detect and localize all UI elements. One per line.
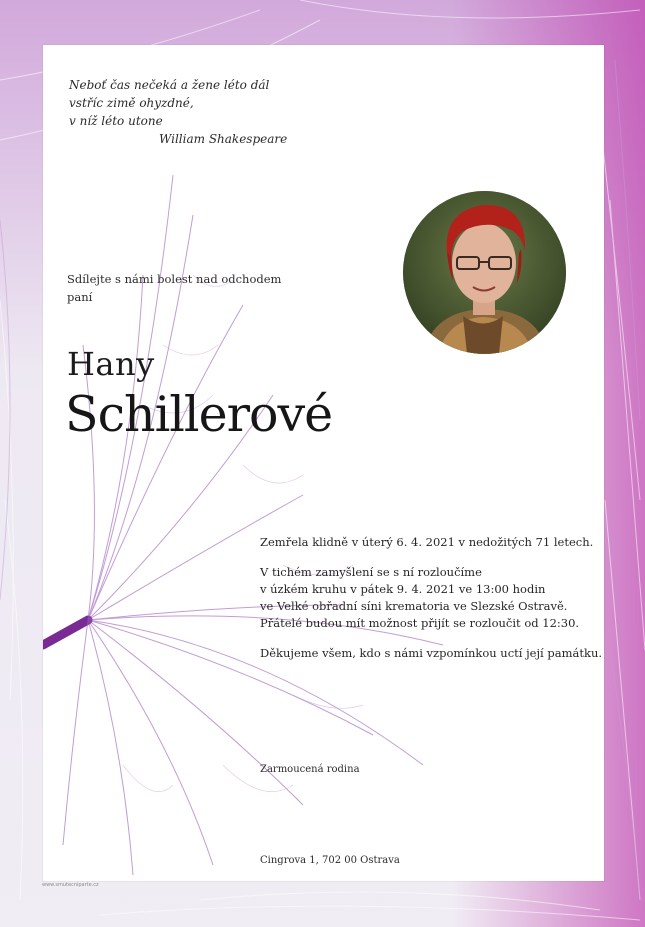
quote-block (69, 76, 287, 148)
quote-line: v níž léto utone (69, 114, 163, 128)
farewell-line: V tichém zamyšlení se s ní rozloučíme (260, 565, 482, 579)
quote-line: vstříc zimě ohyzdné, (69, 96, 194, 110)
notice-body (260, 534, 602, 675)
portrait-photo (403, 191, 566, 354)
intro-text (67, 270, 281, 306)
family-signature: Zarmoucená rodina (260, 764, 360, 775)
intro-line: Sdílejte s námi bolest nad odchodem (67, 272, 282, 286)
quote-line: Neboť čas nečeká a žene léto dál (69, 78, 270, 92)
thanks-line: Děkujeme všem, kdo s námi vzpomínkou uctí její památku. (260, 646, 603, 660)
deceased-first-name: Hany (67, 345, 155, 383)
farewell-block (260, 564, 602, 632)
quote-author: William Shakespeare (159, 132, 288, 146)
portrait-icon (403, 191, 566, 354)
farewell-line: ve Velké obřadní síni krematoria ve Slezské Ostravě. (260, 599, 568, 613)
footer-url: www.smutecniparte.cz (42, 882, 99, 888)
farewell-line: Přátelé budou mít možnost přijít se rozloučit od 12:30. (260, 616, 580, 630)
farewell-line: v úzkém kruhu v pátek 9. 4. 2021 ve 13:00 hodin (260, 582, 546, 596)
deceased-last-name: Schillerové (65, 386, 333, 443)
death-announcement: Zemřela klidně v úterý 6. 4. 2021 v nedožitých 71 letech. (260, 535, 594, 549)
dandelion-seed-illustration (43, 45, 604, 881)
intro-line: paní (67, 290, 93, 304)
address-line: Cingrova 1, 702 00 Ostrava (260, 855, 400, 866)
